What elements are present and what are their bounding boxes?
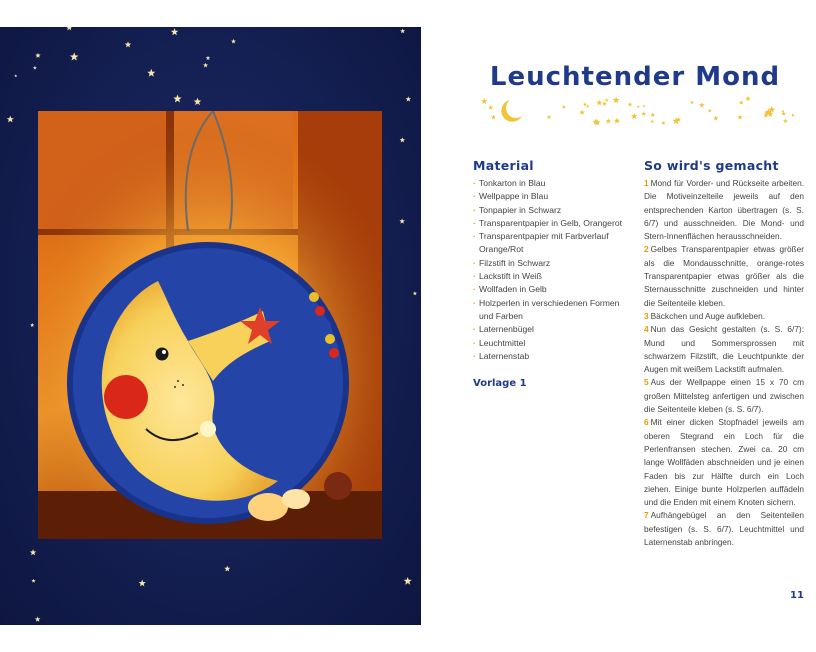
material-item: · Tonpapier in Schwarz (473, 204, 633, 217)
bulb (200, 421, 216, 437)
star-icon (30, 549, 36, 555)
star-icon (713, 116, 718, 121)
candle (248, 493, 288, 521)
star-icon (31, 579, 35, 583)
star-icon (400, 29, 405, 34)
star-icon (400, 137, 406, 142)
star-icon (139, 580, 146, 587)
step-number: 1 (644, 178, 649, 188)
bead (315, 306, 325, 316)
step-text: Gelbes Transparentpapier etwas größer als die Mondausschnitte, orange-rotes Transparentpapier etwas größer als die Sternausschnitte zuschneiden und hinter die Seitenteile kleben. (644, 244, 804, 308)
star-icon (562, 105, 566, 109)
star-icon (147, 69, 155, 77)
star-icon (194, 98, 202, 105)
star-icon (33, 66, 37, 70)
material-item: · Lackstift in Weiß (473, 270, 633, 283)
star-icon (14, 74, 17, 77)
instruction-step (644, 310, 804, 323)
step-number: 2 (644, 244, 649, 255)
step-number: 5 (644, 377, 649, 388)
step-number: 7 (644, 510, 649, 521)
star-icon (650, 120, 654, 123)
star-icon (224, 566, 230, 572)
night-sky-background (0, 27, 421, 625)
material-item: · Filzstift in Schwarz (473, 257, 633, 270)
bead (309, 292, 319, 302)
page-title: Leuchtender Mond (489, 62, 781, 92)
star-icon (35, 53, 40, 58)
star-icon (596, 100, 602, 106)
star-icon (628, 102, 633, 107)
bead (321, 320, 331, 330)
star-icon (791, 113, 795, 117)
step-text: Bäckchen und Auge aufkleben. (650, 310, 766, 321)
star-icon (637, 105, 640, 108)
bead (329, 348, 339, 358)
bead (325, 334, 335, 344)
star-icon (70, 52, 79, 60)
step-text: Mond für Vorder- und Rückseite arbeiten. Die Motiveinzelteile jeweils auf den entsprechenden Karton übertragen (s. S. 6/7) und ausschneiden. Die Mond- und Stern-Innenflächen herausschneiden. (644, 178, 804, 242)
star-icon (631, 113, 638, 119)
decor-fruit (324, 472, 352, 500)
material-item: · Holzperlen in verschiedenen Formen und Farben (473, 297, 633, 324)
star-icon (35, 616, 41, 621)
step-number: 3 (644, 310, 649, 321)
star-icon (413, 291, 417, 295)
star-icon (203, 63, 208, 68)
star-icon (605, 98, 609, 102)
moon-lantern-illustration (38, 111, 382, 539)
candle (282, 489, 310, 509)
instruction-step (644, 509, 804, 549)
star-icon (690, 100, 694, 104)
instruction-step (644, 323, 804, 376)
instruction-steps (644, 177, 804, 549)
instruction-step (644, 416, 804, 509)
material-item: · Leuchtmittel (473, 337, 633, 350)
star-icon (586, 104, 590, 108)
star-icon (125, 41, 132, 47)
star-icon (650, 112, 655, 117)
instruction-step (644, 243, 804, 309)
instruction-step (644, 177, 804, 243)
material-item: · Laternenstab (473, 350, 633, 363)
eye (156, 348, 169, 361)
material-item: · Wellpappe in Blau (473, 190, 633, 203)
step-text: Aus der Wellpappe einen 15 x 70 cm großen Mittelsteg anfertigen und zwischen die Seitenteile kleben (s. S. 6/7). (644, 377, 804, 415)
star-icon (602, 101, 607, 106)
page-number: 11 (790, 590, 804, 601)
star-icon (781, 111, 786, 115)
star-icon (547, 115, 551, 119)
star-icon (66, 27, 73, 30)
step-text: Aufhängebügel an den Seitenteilen befestigen (s. S. 6/7). Leuchtmittel und Laternenstab anbringen. (644, 510, 804, 548)
star-icon (661, 121, 665, 125)
star-icon (613, 97, 620, 104)
step-number: 4 (644, 324, 649, 335)
star-icon (606, 118, 612, 123)
star-icon (491, 115, 496, 120)
star-icon (206, 56, 211, 60)
eye-highlight (162, 350, 166, 354)
material-list (473, 177, 633, 363)
material-item: · Wollfaden in Gelb (473, 283, 633, 296)
instructions-heading: So wird's gemacht (644, 158, 779, 173)
star-icon (579, 110, 585, 115)
cheek (104, 375, 148, 419)
star-icon (642, 105, 645, 108)
star-icon (488, 105, 493, 110)
star-icon (745, 96, 751, 101)
material-item: · Laternenbügel (473, 323, 633, 336)
star-icon (783, 118, 788, 123)
star-icon (231, 39, 236, 44)
star-icon (7, 116, 14, 123)
star-icon (641, 111, 646, 116)
star-icon (173, 95, 181, 103)
instruction-step (644, 376, 804, 416)
material-item: · Tonkarton in Blau (473, 177, 633, 190)
star-icon (739, 100, 744, 104)
star-icon (583, 102, 587, 106)
lantern-photo (38, 111, 382, 539)
moon-and-stars-icon (470, 94, 800, 128)
material-item: · Transparentpapier in Gelb, Orangerot (473, 217, 633, 230)
template-reference: Vorlage 1 (473, 378, 527, 389)
star-icon (737, 115, 742, 120)
star-icon (171, 28, 179, 35)
small-moon-icon (501, 100, 522, 122)
material-item: · Transparentpapier mit Farbverlauf Orange/Rot (473, 230, 633, 257)
star-icon (404, 577, 412, 585)
star-icon (708, 109, 712, 113)
star-icon (614, 118, 620, 124)
star-icon (481, 98, 487, 104)
material-heading: Material (473, 158, 534, 173)
star-icon (30, 323, 34, 327)
step-text: Mit einer dicken Stopfnadel jeweils am oberen Stegrand ein Loch für die Perlenfransen stechen. Zwei ca. 20 cm lange Wollfäden abschneiden und je einen Faden bis zur Hälfte durch ein Loch ziehen. Einige bunte Holzperlen auffädeln und die Enden mit einem Knoten sichern. (644, 417, 804, 508)
step-number: 6 (644, 417, 649, 428)
star-icon (399, 218, 405, 223)
star-icon (406, 96, 412, 101)
star-icon (781, 110, 784, 113)
star-icon (699, 102, 705, 107)
step-text: Nun das Gesicht gestalten (s. S. 6/7): Mund und Sommersprossen mit schwarzem Filzstift, die Leuchtpunkte der Augen mit weißem Lackstift aufmalen. (644, 324, 804, 375)
